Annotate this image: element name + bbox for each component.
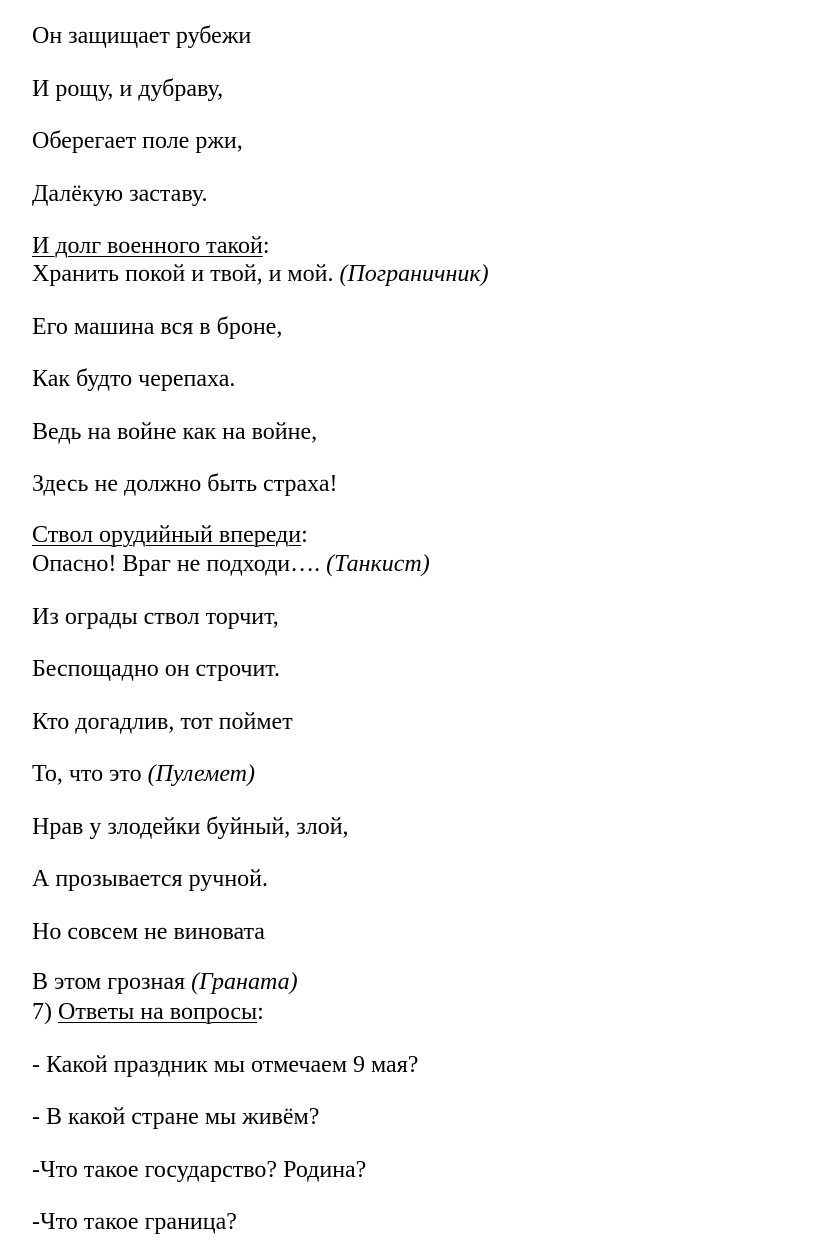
poem3-line4 [32, 760, 255, 788]
question-1: - Какой праздник мы отмечаем 9 мая? [32, 1052, 419, 1078]
poem1-line6-text: Хранить покой и твой, и мой. [32, 261, 340, 287]
poem2-answer: (Танкист) [326, 551, 430, 577]
poem2-line5 [32, 521, 308, 549]
section7-heading [32, 998, 264, 1026]
poem4-line4-text: В этом грозная [32, 969, 192, 995]
section7-title: Ответы на вопросы [58, 999, 258, 1025]
poem4-line2: А прозывается ручной. [32, 866, 269, 892]
poem1-answer: (Пограничник) [339, 261, 489, 287]
question-3: -Что такое государство? Родина? [32, 1157, 367, 1183]
poem3-line1: Из ограды ствол торчит, [32, 604, 279, 630]
poem3-answer: (Пулемет) [147, 761, 256, 787]
poem2-line5-colon: : [301, 522, 308, 548]
poem2-line1: Его машина вся в броне, [32, 314, 283, 340]
section7-colon: : [257, 999, 264, 1025]
poem3-line2: Беспощадно он строчит. [32, 656, 280, 682]
poem2-line2: Как будто черепаха. [32, 366, 236, 392]
poem2-line6-text: Опасно! Враг не подходи…. [32, 551, 327, 577]
poem1-line6 [32, 260, 489, 288]
poem1-line1: Он защищает рубежи [32, 23, 252, 49]
poem4-answer: (Граната) [191, 969, 298, 995]
poem1-line3: Оберегает поле ржи, [32, 128, 243, 154]
poem4-line4 [32, 968, 298, 996]
poem3-line4-text: То, что это [32, 761, 148, 787]
poem1-line5-underlined: И долг военного такой [32, 233, 263, 259]
poem2-line3: Ведь на войне как на войне, [32, 419, 318, 445]
poem2-line5-underlined: Ствол орудийный впереди [32, 522, 302, 548]
poem4-line1: Нрав у злодейки буйный, злой, [32, 814, 349, 840]
question-4: -Что такое граница? [32, 1209, 237, 1235]
question-2: - В какой стране мы живём? [32, 1104, 320, 1130]
section7-number: 7) [32, 999, 58, 1025]
poem2-line6 [32, 550, 430, 578]
poem2-line4: Здесь не должно быть страха! [32, 471, 338, 497]
poem4-line3: Но совсем не виновата [32, 919, 265, 945]
poem1-line5 [32, 232, 269, 260]
poem1-line2: И рощу, и дубраву, [32, 76, 224, 102]
poem3-line3: Кто догадлив, тот поймет [32, 709, 293, 735]
poem1-line4: Далёкую заставу. [32, 181, 208, 207]
poem1-line5-colon: : [262, 233, 270, 259]
